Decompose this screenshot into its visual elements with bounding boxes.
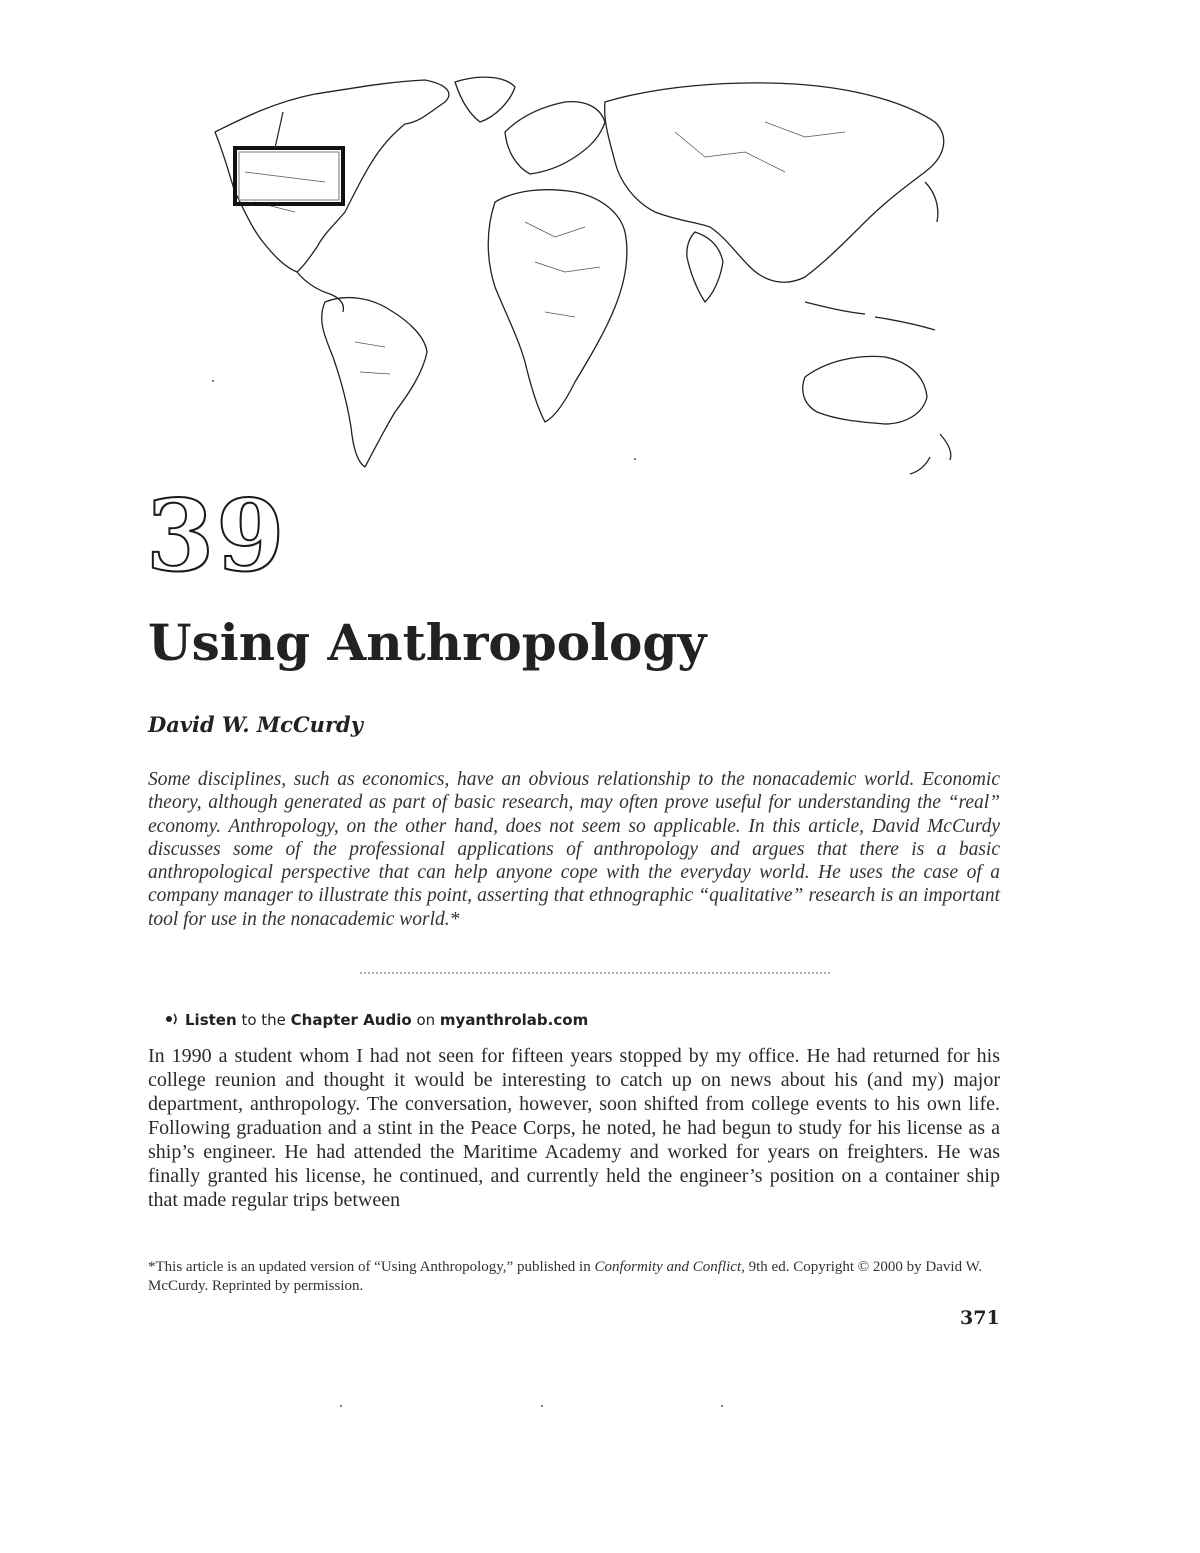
chapter-abstract: Some disciplines, such as economics, have an obvious relationship to the nonacademic world. Economic theory, although generated as part of basic research, may often prove useful for understanding the “real” economy. Anthropology, on the other hand, does not seem so applicable. In this article, David McCurdy discusses some of the professional applications of anthropology and argues that there is a basic anthropological perspective that can help anyone cope with the everyday world. He uses the case of a company manager to illustrate this point, asserting that ethnographic “qualitative” research is an important tool for use in the nonacademic world.* bbox=[148, 769, 1000, 930]
scan-artifact bbox=[634, 458, 636, 460]
footnote-text-end: 9th ed. Copyright © 2000 by David W. McCurdy. Reprinted by permission. bbox=[148, 1259, 983, 1294]
indonesia-outline bbox=[805, 302, 935, 330]
section-divider bbox=[360, 972, 830, 980]
japan-outline bbox=[925, 182, 938, 222]
footnote-book-title: Conformity and Conflict, bbox=[594, 1259, 745, 1275]
south-america-outline bbox=[322, 298, 427, 467]
highlight-box bbox=[235, 148, 343, 204]
india-outline bbox=[687, 232, 723, 302]
australia-outline bbox=[803, 356, 927, 424]
body-paragraph: In 1990 a student whom I had not seen for fifteen years stopped by my office. He had returned for his college reunion and thought it would be interesting to catch up on news about his (and my) major department, anthropology. The conversation, however, soon shifted from college events to his own life. Following graduation and a stint in the Peace Corps, he noted, he had begun to study for his license as a ship’s engineer. He had attended the Maritime Academy and worked for years on freighters. He was finally granted his license, he continued, and currently held the engineer’s position on a container ship that made regular trips between bbox=[148, 1045, 1000, 1211]
chapter-audio-link[interactable] bbox=[165, 1011, 588, 1029]
africa-outline bbox=[488, 190, 627, 422]
scan-artifact bbox=[721, 1405, 723, 1407]
to-the-label: to the bbox=[241, 1011, 286, 1029]
footnote-text-start: *This article is an updated version of “Using Anthropology,” published in bbox=[148, 1259, 595, 1275]
author-name: David W. McCurdy bbox=[148, 712, 363, 737]
chapter-audio-label: Chapter Audio bbox=[290, 1011, 412, 1029]
new-zealand-outline bbox=[910, 434, 951, 474]
central-america-outline bbox=[297, 272, 343, 312]
north-america-outline bbox=[215, 80, 449, 272]
scan-artifact bbox=[541, 1405, 543, 1407]
scan-artifact bbox=[340, 1405, 342, 1407]
footnote bbox=[148, 1258, 1000, 1296]
greenland-outline bbox=[455, 77, 515, 122]
on-label: on bbox=[416, 1011, 436, 1029]
world-map bbox=[205, 62, 975, 482]
listen-label: Listen bbox=[185, 1011, 237, 1029]
chapter-title: Using Anthropology bbox=[148, 613, 707, 672]
asia-outline bbox=[605, 83, 944, 282]
site-link[interactable]: myanthrolab.com bbox=[439, 1011, 589, 1029]
chapter-number: 39 bbox=[146, 479, 287, 594]
scan-artifact bbox=[212, 380, 214, 382]
page-number: 371 bbox=[960, 1307, 1000, 1329]
europe-outline bbox=[505, 102, 605, 174]
speaker-icon bbox=[165, 1011, 185, 1029]
